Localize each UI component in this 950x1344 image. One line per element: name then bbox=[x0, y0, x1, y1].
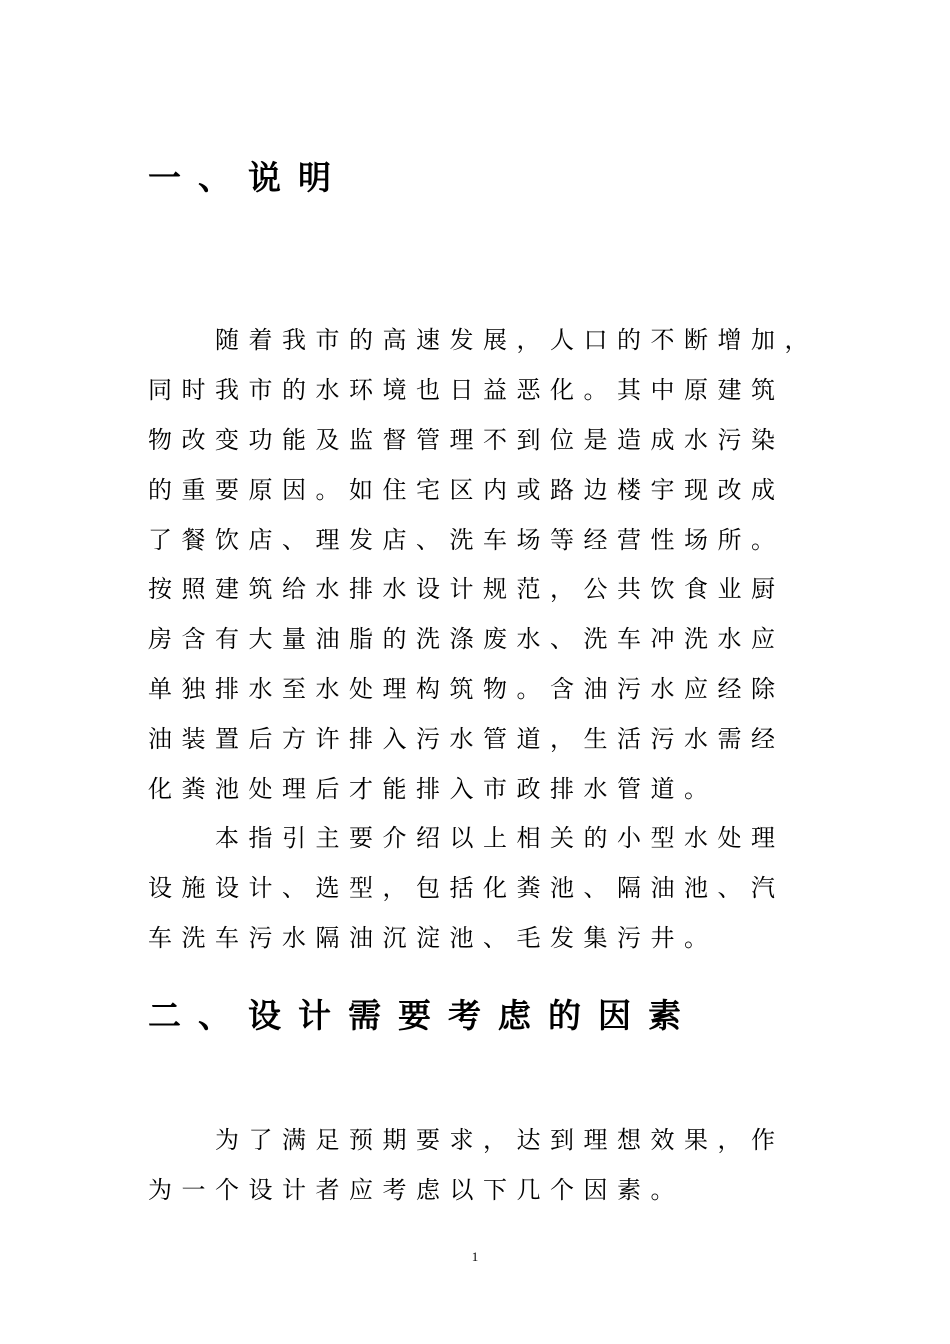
section-2-heading: 二、设计需要考虑的因素 bbox=[148, 996, 698, 1035]
paragraph-line: 为一个设计者应考虑以下几个因素。 bbox=[148, 1176, 684, 1204]
paragraph-line: 同时我市的水环境也日益恶化。其中原建筑 bbox=[148, 376, 785, 404]
paragraph-line: 随着我市的高速发展，人口的不断增加， bbox=[215, 326, 818, 354]
paragraph-line: 了餐饮店、理发店、洗车场等经营性场所。 bbox=[148, 526, 785, 554]
paragraph-line: 房含有大量油脂的洗涤废水、洗车冲洗水应 bbox=[148, 625, 785, 653]
paragraph-line: 车洗车污水隔油沉淀池、毛发集污井。 bbox=[148, 924, 718, 952]
paragraph-line: 化粪池处理后才能排入市政排水管道。 bbox=[148, 775, 718, 803]
paragraph-line: 单独排水至水处理构筑物。含油污水应经除 bbox=[148, 675, 785, 703]
paragraph-line: 按照建筑给水排水设计规范，公共饮食业厨 bbox=[148, 575, 785, 603]
paragraph-line: 的重要原因。如住宅区内或路边楼宇现改成 bbox=[148, 476, 785, 504]
paragraph-line: 油装置后方许排入污水管道，生活污水需经 bbox=[148, 725, 785, 753]
paragraph-line: 为了满足预期要求，达到理想效果，作 bbox=[215, 1126, 785, 1154]
paragraph-line: 物改变功能及监督管理不到位是造成水污染 bbox=[148, 426, 785, 454]
page-number: 1 bbox=[471, 1249, 479, 1264]
paragraph-line: 设施设计、选型，包括化粪池、隔油池、汽 bbox=[148, 874, 785, 902]
paragraph-line: 本指引主要介绍以上相关的小型水处理 bbox=[215, 824, 785, 852]
section-1-heading: 一、说明 bbox=[148, 158, 348, 197]
